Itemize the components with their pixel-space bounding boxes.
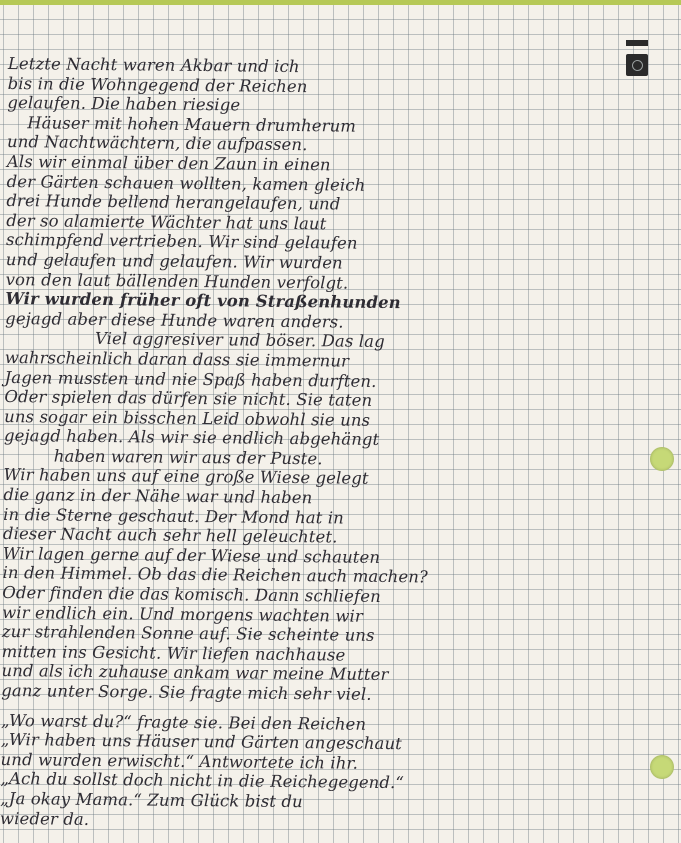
text-line: Oder spielen das dürfen sie nicht. Sie taten xyxy=(4,387,373,410)
text-line: ganz unter Sorge. Sie fragte mich sehr viel. xyxy=(1,680,372,704)
text-line: bis in die Wohngegend der Reichen xyxy=(7,73,308,96)
text-line: haben waren wir aus der Puste. xyxy=(53,446,323,469)
text-line: wahrscheinlich daran dass sie immernur xyxy=(4,347,350,371)
text-line: und als ich zuhause ankam war meine Mutter xyxy=(1,661,389,685)
text-line: drei Hunde bellend herangelaufen, und xyxy=(6,191,341,214)
text-line: von den laut bällenden Hunden verfolgt. xyxy=(5,269,349,293)
text-line: dieser Nacht auch sehr hell geleuchtet. xyxy=(2,524,338,547)
text-line: und wurden erwischt.“ Antwortete ich ihr. xyxy=(0,749,359,773)
text-line: schimpfend vertrieben. Wir sind gelaufen xyxy=(5,230,358,254)
text-line: der so alamierte Wächter hat uns laut xyxy=(6,210,327,234)
text-line: Wir haben uns auf eine große Wiese gelegt xyxy=(3,465,369,489)
text-line: Wir lagen gerne auf der Wiese und schauten xyxy=(2,543,381,567)
text-line: Häuser mit hohen Mauern drumherum xyxy=(27,112,357,136)
text-line: Oder finden die das komisch. Dann schliefen xyxy=(2,583,381,606)
binder-hole-upper xyxy=(650,447,674,471)
text-line: in die Sterne geschaut. Der Mond hat in xyxy=(3,504,344,528)
text-line: mitten ins Gesicht. Wir liefen nachhause xyxy=(1,641,346,665)
text-line: die ganz in der Nähe war und haben xyxy=(3,485,313,508)
paper-top-edge xyxy=(0,0,681,5)
text-line: wir endlich ein. Und morgens wachten wir xyxy=(2,602,364,626)
text-line: gelaufen. Die haben riesige xyxy=(7,93,241,115)
text-line: zur strahlenden Sonne auf. Sie scheinte uns xyxy=(1,622,375,646)
text-line: und gelaufen und gelaufen. Wir wurden xyxy=(5,249,343,273)
text-line: und Nachtwächtern, die aufpassen. xyxy=(6,132,308,155)
binder-hole-lower xyxy=(650,755,674,779)
handwritten-text xyxy=(0,54,640,835)
text-line: Letzte Nacht waren Akbar und ich xyxy=(7,54,300,77)
text-line: uns sogar ein bisschen Leid obwohl sie uns xyxy=(4,406,371,430)
text-line: Wir wurden früher oft von Straßenhunden xyxy=(5,289,401,313)
text-line: „Ach du sollst doch nicht in die Reichegegend.“ xyxy=(0,769,405,793)
text-line: wieder da. xyxy=(0,808,90,829)
text-line: in den Himmel. Ob das die Reichen auch machen? xyxy=(2,563,429,587)
text-line: „Ja okay Mama.“ Zum Glück bist du xyxy=(0,788,303,812)
text-line: „Wir haben uns Häuser und Gärten angeschaut xyxy=(0,730,403,754)
text-line: gejagd aber diese Hunde waren anders. xyxy=(5,308,344,332)
text-line: „Wo warst du?“ fragte sie. Bei den Reichen xyxy=(0,710,367,734)
text-line: Jagen mussten und nie Spaß haben durften. xyxy=(4,367,377,391)
text-line: Als wir einmal über den Zaun in einen xyxy=(6,151,331,175)
text-line: Viel aggresiver und böser. Das lag xyxy=(94,329,385,352)
text-line: der Gärten schauen wollten, kamen gleich xyxy=(6,171,366,195)
text-line: gejagd haben. Als wir sie endlich abgehängt xyxy=(3,426,380,450)
